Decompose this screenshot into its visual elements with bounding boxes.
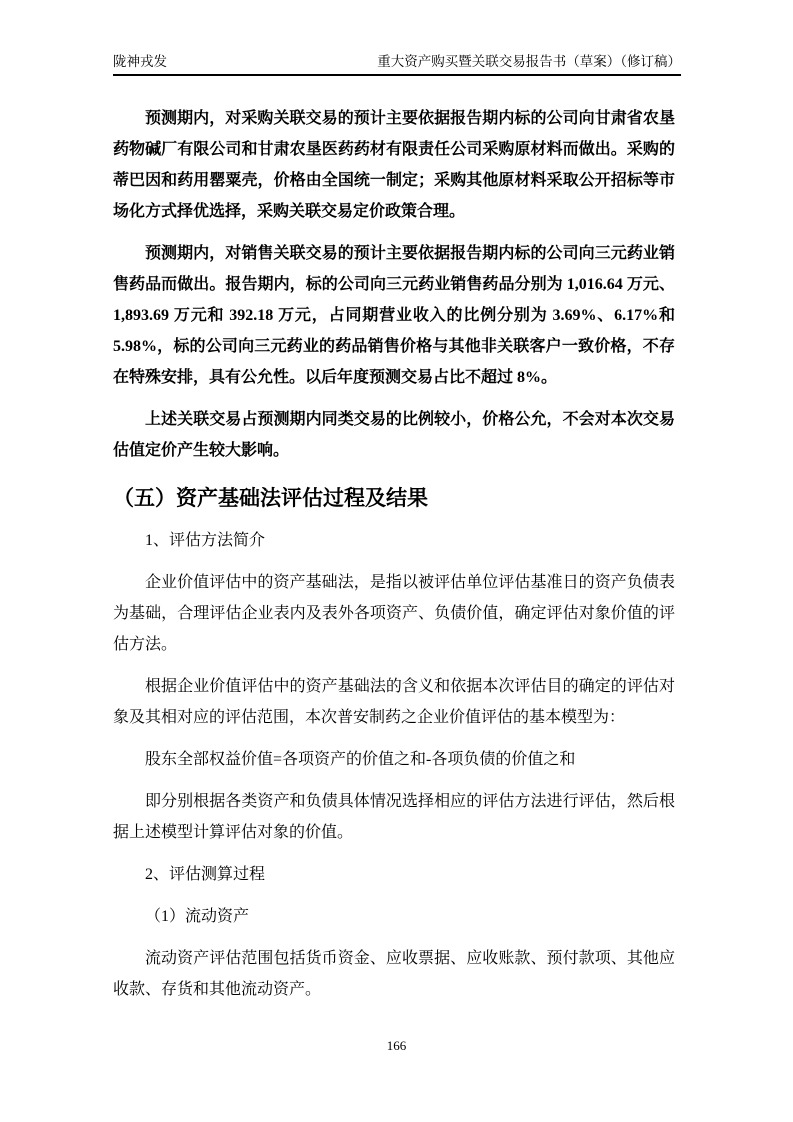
paragraph-related-transactions-conclusion: 上述关联交易占预测期内同类交易的比例较小，价格公允，不会对本次交易估值定价产生较大影响。 <box>113 411 675 459</box>
subsection-heading-valuation-process: 2、评估测算过程 <box>145 866 266 883</box>
paragraph-valuation-model-explanation: 即分别根据各类资产和负债具体情况选择相应的评估方法进行评估，然后根据上述模型计算评估对象的价值。 <box>113 793 675 841</box>
section-heading-asset-based-method: （五）资产基础法评估过程及结果 <box>113 487 428 510</box>
header-document-title: 重大资产购买暨关联交易报告书（草案）（修订稿） <box>377 54 681 69</box>
paragraph-valuation-model-intro: 根据企业价值评估中的资产基础法的含义和依据本次评估目的确定的评估对象及其相对应的评估范围，本次普安制药之企业价值评估的基本模型为： <box>113 678 675 726</box>
page-content <box>113 78 675 1016</box>
paragraph-purchase-related-transactions: 预测期内，对采购关联交易的预计主要依据报告期内标的公司向甘肃省农垦药物碱厂有限公司和甘肃农垦医药药材有限责任公司采购原材料而做出。采购的蒂巴因和药用罂粟壳，价格由全国统一制定；采购其他原材料采取公开招标等市场化方式择优选择，采购关联交易定价政策合理。 <box>113 110 675 220</box>
page-footer <box>0 1038 793 1054</box>
paragraph-sales-related-transactions: 预测期内，对销售关联交易的预计主要依据报告期内标的公司向三元药业销售药品而做出。报告期内，标的公司向三元药业销售药品分别为 1,016.64 万元、1,893.69 万元和 392.18 万元，占同期营业收入的比例分别为 3.69%、6.17%和 5.98%，标的公司向三元药业的药品销售价格与其他非关联客户一致价格，不存在特殊安排，具有公允性。以后年度预测交易占比不超过 8%。 <box>113 245 675 386</box>
subsection-heading-current-assets: （1）流动资产 <box>145 908 250 925</box>
page-number: 166 <box>386 1038 407 1053</box>
paragraph-current-assets-scope: 流动资产评估范围包括货币资金、应收票据、应收账款、预付款项、其他应收款、存货和其他流动资产。 <box>113 950 675 998</box>
subsection-heading-method-intro: 1、评估方法简介 <box>145 532 266 549</box>
paragraph-asset-based-method-definition: 企业价值评估中的资产基础法，是指以被评估单位评估基准日的资产负债表为基础，合理评估企业表内及表外各项资产、负债价值，确定评估对象价值的评估方法。 <box>113 574 675 653</box>
page-header <box>113 52 681 76</box>
formula-equity-value: 股东全部权益价值=各项资产的价值之和-各项负债的价值之和 <box>145 751 576 768</box>
header-company-name: 陇神戎发 <box>113 54 167 69</box>
